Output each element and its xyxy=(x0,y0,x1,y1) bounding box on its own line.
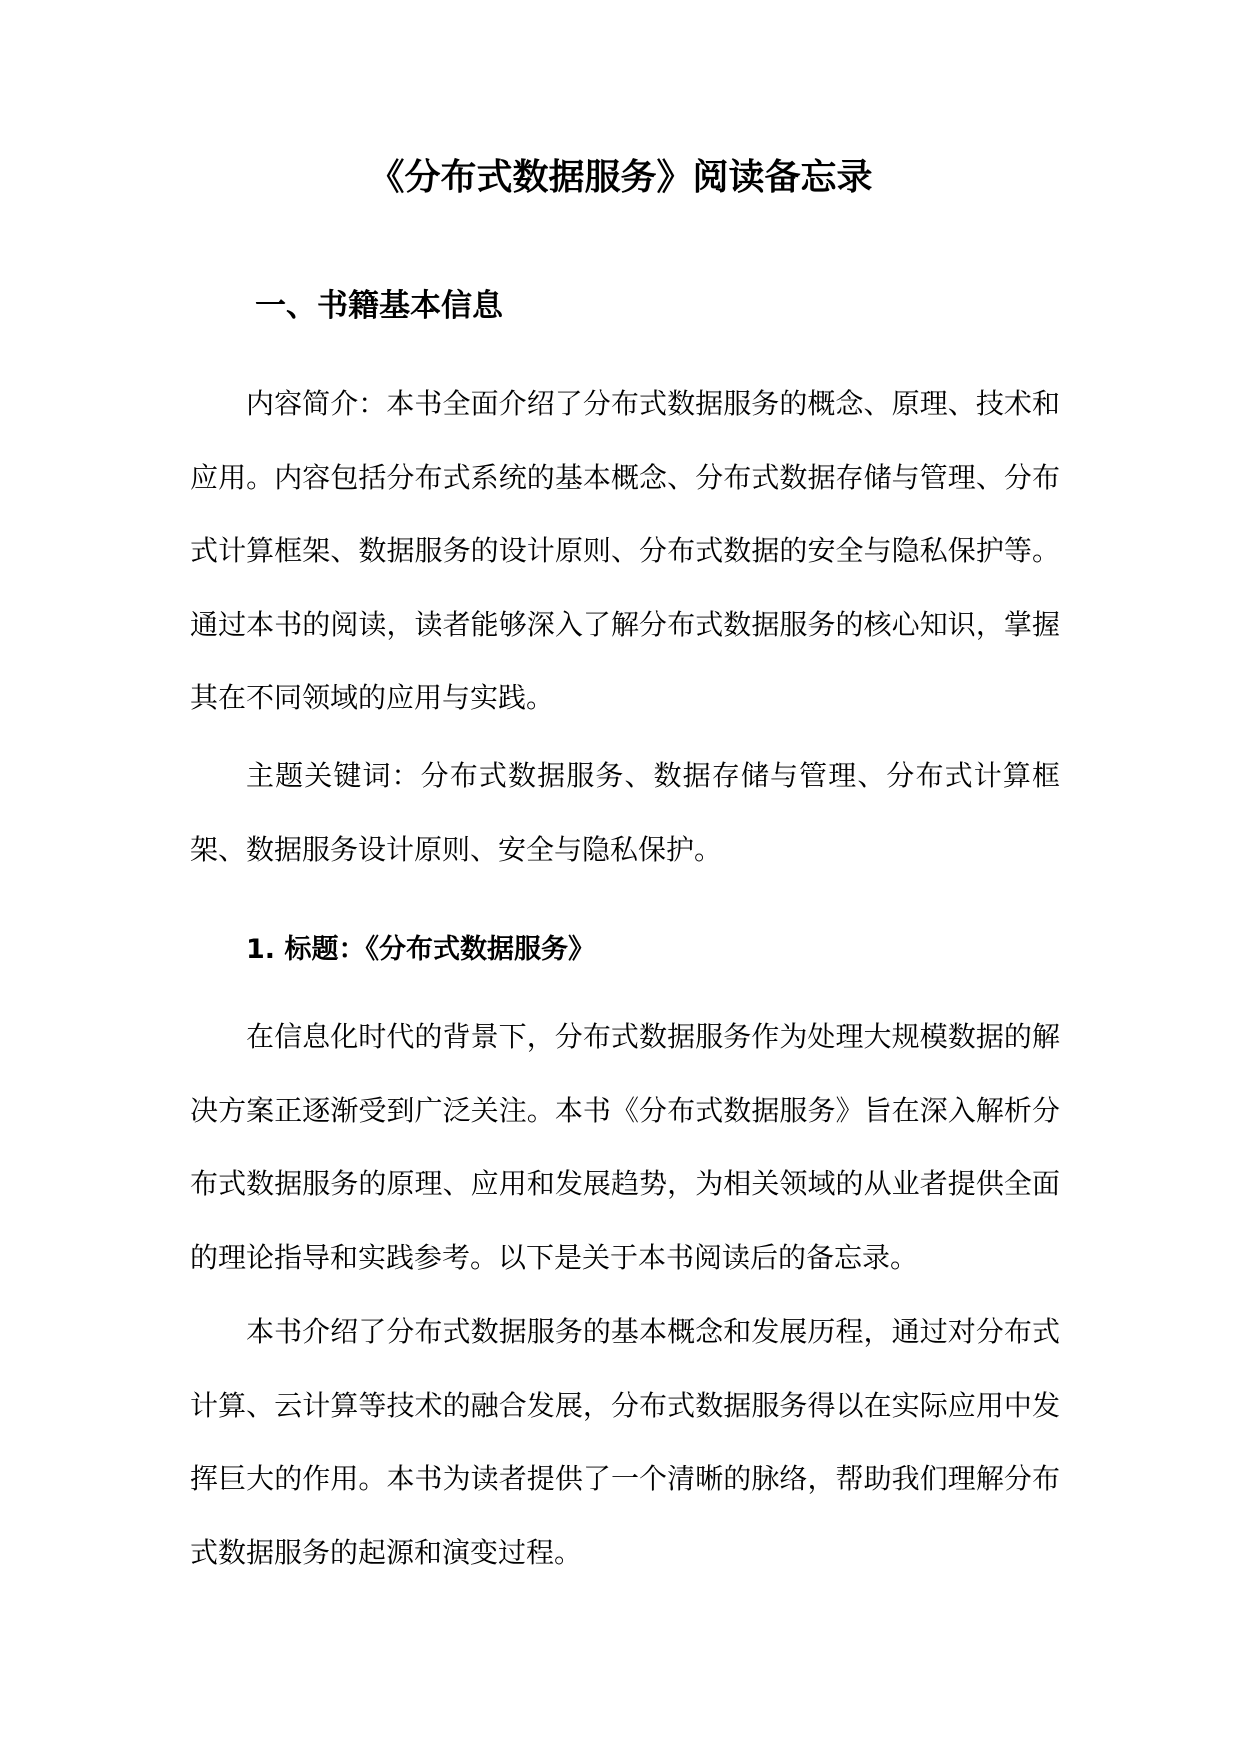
document-title: 《分布式数据服务》阅读备忘录 xyxy=(368,157,873,198)
subsection-heading-title: 1. 标题：《分布式数据服务》 xyxy=(246,934,595,965)
section-heading-book-info: 一、书籍基本信息 xyxy=(255,288,503,324)
paragraph-content-intro: 内容简介：本书全面介绍了分布式数据服务的概念、原理、技术和应用。内容包括分布式系统的基本概念、分布式数据存储与管理、分布式计算框架、数据服务的设计原则、分布式数据的安全与隐私保护等。通过本书的阅读，读者能够深入了解分布式数据服务的核心知识，掌握其在不同领域的应用与实践。 xyxy=(190,387,1060,714)
paragraph-overview: 本书介绍了分布式数据服务的基本概念和发展历程，通过对分布式计算、云计算等技术的融合发展，分布式数据服务得以在实际应用中发挥巨大的作用。本书为读者提供了一个清晰的脉络，帮助我们理解分布式数据服务的起源和演变过程。 xyxy=(190,1315,1060,1569)
paragraph-background: 在信息化时代的背景下，分布式数据服务作为处理大规模数据的解决方案正逐渐受到广泛关注。本书《分布式数据服务》旨在深入解析分布式数据服务的原理、应用和发展趋势，为相关领域的从业者提供全面的理论指导和实践参考。以下是关于本书阅读后的备忘录。 xyxy=(190,1020,1060,1274)
paragraph-keywords: 主题关键词：分布式数据服务、数据存储与管理、分布式计算框架、数据服务设计原则、安全与隐私保护。 xyxy=(190,759,1060,866)
